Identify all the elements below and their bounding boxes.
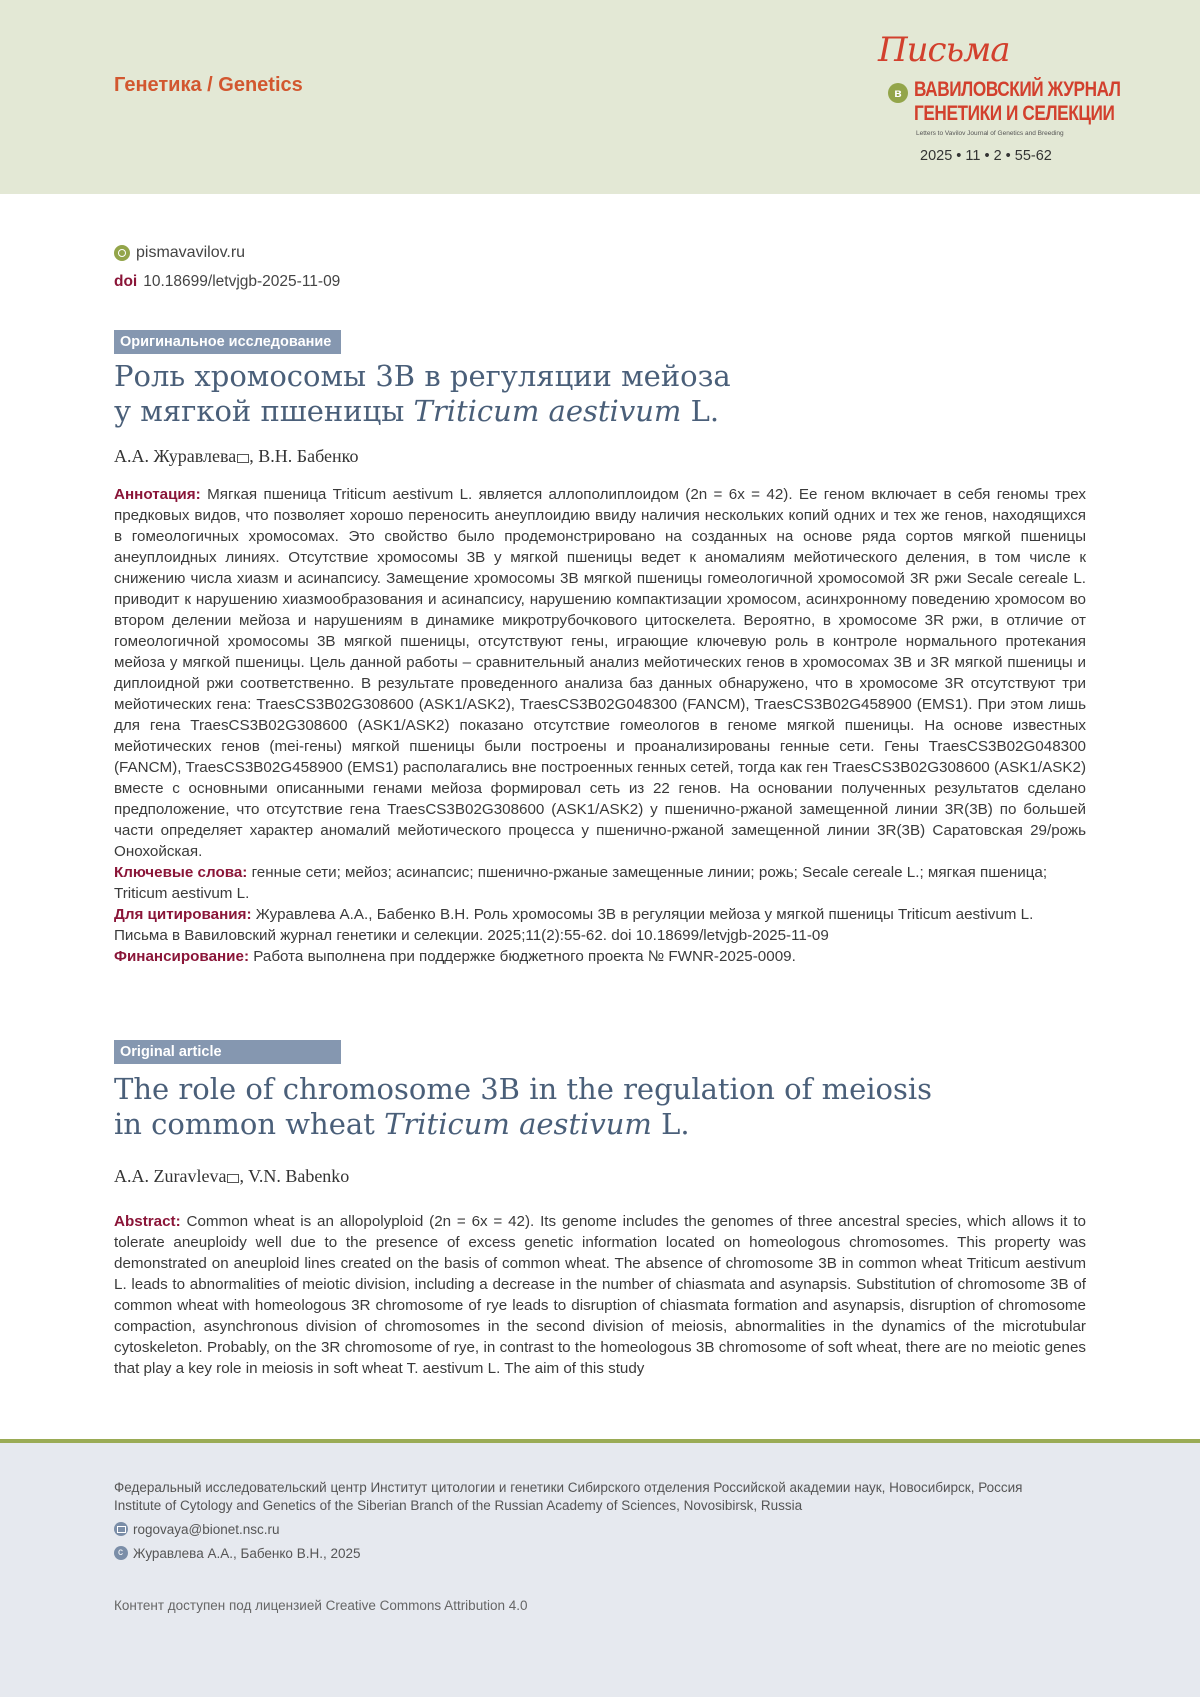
doi-label: doi bbox=[114, 273, 138, 290]
title-en-species: Triticum aestivum bbox=[384, 1107, 652, 1141]
doi-line bbox=[114, 273, 340, 291]
abstract-text-en: Common wheat is an allopolyploid (2n = 6x = 42). Its genome includes the genomes of three ancestral species, which allows it to tolerate aneuploidy well due to the presence of excess genetic information located on homeologous chromosomes. This property was demonstrated on aneuploid lines created on the basis of common wheat. The absence of chromosome 3B in common wheat Triticum aestivum L. leads to abnormalities of meiotic division, including a decrease in the number of chiasmata and asynapsis. Substitution of chromosome 3B of common wheat with homeologous 3R chromosome of rye leads to disruption of chiasmata formation and asynapsis, disruption of chromosome compaction, asynchronous division of chromosomes in the second division of meiosis, abnormalities in the dynamics of the microtubular cytoskeleton. Probably, on the 3R chromosome of rye, in contrast to the homeologous 3B chromosome of soft wheat, there are no meiotic genes that play a key role in meiosis in soft wheat T. aestivum L. The aim of this study bbox=[114, 1213, 1086, 1377]
author-1-en: A.A. Zuravleva bbox=[114, 1166, 227, 1186]
title-ru-species: Triticum aestivum bbox=[413, 394, 682, 428]
logo-badge-icon: в bbox=[888, 83, 908, 103]
title-ru-suffix: L. bbox=[681, 394, 720, 428]
affiliation-ru: Федеральный исследовательский центр Институт цитологии и генетики Сибирского отделения Российской академии наук, Новосибирск, Россия bbox=[114, 1480, 1023, 1495]
title-en-line2: in common wheat bbox=[114, 1107, 385, 1141]
envelope-icon bbox=[227, 1174, 239, 1183]
affiliation-en: Institute of Cytology and Genetics of the Siberian Branch of the Russian Academy of Sciences, Novosibirsk, Russia bbox=[114, 1498, 803, 1513]
article-title-ru bbox=[114, 359, 731, 429]
abstract-text-ru: Мягкая пшеница Triticum aestivum L. является аллополиплоидом (2n = 6x = 42). Ее геном включает в себя геномы трех предковых видов, что позволяет хорошо переносить анеуплоидию ввиду наличия нескольких копий одних и тех же генов, находящихся в гомеологичных хромосомах. Это свойство было продемонстрировано на созданных на основе ряда сортов мягкой пшеницы анеуплоидных линиях. Отсутствие хромосомы 3B у мягкой пшеницы ведет к аномалиям мейотического деления, в том числе к снижению числа хиазм и асинапсису. Замещение хромосомы 3B мягкой пшеницы гомеологичной хромосомой 3R ржи Secale cereale L. приводит к нарушению хиазмообразования и асинапсису, нарушению компактизации хромосом, асинхронному поведению хромосом во втором делении мейоза и нарушениям в динамике микротрубочкового цитоскелета. Вероятно, в хромосоме 3R ржи, в отличие от гомеологичной хромосомы 3B мягкой пшеницы, отсутствуют гены, играющие ключевую роль в контроле нормального протекания мейоза у мягкой пшеницы. Цель данной работы – сравнительный анализ мейотических генов в хромосомах 3B и 3R мягкой пшеницы и диплоидной ржи соответственно. В результате проведенного анализа баз данных обнаружено, что в хромосоме 3R отсутствуют три мейотических гена: TraesCS3B02G308600 (ASK1/ASK2), TraesCS3B02G048300 (FANCM), TraesCS3B02G458900 (EMS1). При этом лишь для гена TraesCS3B02G308600 (ASK1/ASK2) показано отсутствие гомеологов в геноме мягкой пшеницы. На основе известных мейотических генов (mei-гены) мягкой пшеницы были построены и проанализированы генные сети. Гены TraesCS3B02G048300 (FANCM), TraesCS3B02G458900 (EMS1) располагались вне построенных генных сетей, тогда как ген TraesCS3B02G308600 (ASK1/ASK2) вместе с основными описанными генами мейоза формировал сеть из 22 генов. На основании полученных результатов сделано предположение, что отсутствие гена TraesCS3B02G308600 (ASK1/ASK2) у пшенично-ржаной замещенной линии 3R(3B) по большей части определяет характер аномалий мейотического процесса у пшенично-ржаной замещенной линии 3R(3B) Саратовская 29/рожь Онохойская. bbox=[114, 486, 1086, 860]
authors-en bbox=[114, 1166, 349, 1187]
copyright-text: Журавлева А.А., Бабенко В.Н., 2025 bbox=[133, 1546, 361, 1561]
mail-icon bbox=[114, 1522, 128, 1536]
logo-line-1: ВАВИЛОВСКИЙ ЖУРНАЛ bbox=[914, 78, 1121, 101]
abstract-en bbox=[114, 1211, 1086, 1379]
funding bbox=[114, 946, 1086, 967]
title-ru-line2: у мягкой пшеницы bbox=[114, 394, 414, 428]
license-notice: Контент доступен под лицензией Creative Commons Attribution 4.0 bbox=[114, 1598, 528, 1613]
contact-email[interactable] bbox=[114, 1521, 280, 1539]
logo-line-2: ГЕНЕТИКИ И СЕЛЕКЦИИ bbox=[914, 102, 1115, 125]
authors-ru bbox=[114, 446, 358, 467]
abstract-ru bbox=[114, 484, 1086, 862]
issue-info: 2025 • 11 • 2 • 55-62 bbox=[920, 148, 1052, 164]
keywords-label: Ключевые слова: bbox=[114, 864, 248, 881]
logo-script: Письма bbox=[878, 30, 1010, 70]
citation bbox=[114, 904, 1086, 946]
title-en-suffix: L. bbox=[651, 1107, 690, 1141]
article-meta-ru bbox=[114, 862, 1086, 967]
copyright-line bbox=[114, 1545, 360, 1563]
copyright-icon bbox=[114, 1546, 128, 1560]
article-title-en bbox=[114, 1072, 932, 1142]
title-en-line1: The role of chromosome 3B in the regulation of meiosis bbox=[114, 1072, 933, 1106]
logo-subtitle: Letters to Vavilov Journal of Genetics and Breeding bbox=[916, 130, 1064, 137]
article-type-tag-en: Original article bbox=[114, 1040, 341, 1064]
email-text[interactable]: rogovaya@bionet.nsc.ru bbox=[133, 1522, 280, 1537]
citation-text: Журавлева А.А., Бабенко В.Н. Роль хромосомы 3B в регуляции мейоза у мягкой пшеницы Triticum aestivum L. Письма в Вавиловский журнал генетики и селекции. 2025;11(2):55-62. doi 10.18699/letvjgb-2025-11-09 bbox=[114, 906, 1034, 944]
site-link[interactable] bbox=[114, 244, 245, 262]
abstract-label-en: Abstract: bbox=[114, 1213, 181, 1230]
globe-icon bbox=[114, 245, 130, 261]
citation-label: Для цитирования: bbox=[114, 906, 252, 923]
author-2-en: , V.N. Babenko bbox=[239, 1166, 350, 1186]
envelope-icon bbox=[237, 454, 249, 463]
keywords-text: генные сети; мейоз; асинапсис; пшенично-ржаные замещенные линии; рожь; Secale cereale L.; мягкая пшеница; Triticum aestivum L. bbox=[114, 864, 1048, 902]
keywords bbox=[114, 862, 1086, 904]
author-1-ru: А.А. Журавлева bbox=[114, 446, 237, 466]
doi-value[interactable]: 10.18699/letvjgb-2025-11-09 bbox=[143, 273, 341, 290]
article-type-tag-ru: Оригинальное исследование bbox=[114, 330, 341, 354]
section-label: Генетика / Genetics bbox=[114, 74, 303, 96]
funding-label: Финансирование: bbox=[114, 948, 250, 965]
site-url[interactable]: pismavavilov.ru bbox=[136, 244, 246, 261]
abstract-label-ru: Аннотация: bbox=[114, 486, 201, 503]
title-ru-line1: Роль хромосомы 3B в регуляции мейоза bbox=[114, 359, 731, 393]
funding-text: Работа выполнена при поддержке бюджетного проекта № FWNR-2025-0009. bbox=[253, 948, 796, 965]
author-2-ru: , В.Н. Бабенко bbox=[249, 446, 359, 466]
